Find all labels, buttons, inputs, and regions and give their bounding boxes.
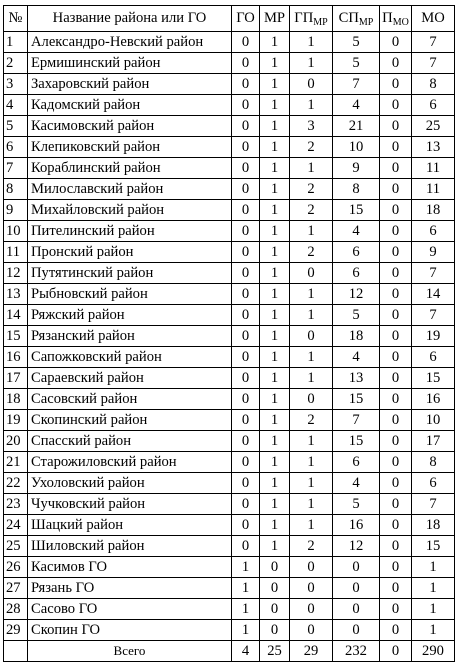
row-gp: 1 — [290, 494, 333, 515]
row-sp: 16 — [333, 515, 380, 536]
table-row — [4, 431, 455, 452]
row-sp: 5 — [333, 305, 380, 326]
row-go: 0 — [232, 515, 260, 536]
table-row — [4, 515, 455, 536]
row-go: 0 — [232, 53, 260, 74]
row-go: 0 — [232, 368, 260, 389]
header-mr: МР — [260, 6, 290, 32]
row-name: Скопин ГО — [28, 620, 232, 641]
row-num: 15 — [4, 326, 28, 347]
row-mr: 1 — [260, 200, 290, 221]
row-name: Рязанский район — [28, 326, 232, 347]
row-num: 12 — [4, 263, 28, 284]
row-mo: 1 — [412, 620, 455, 641]
row-num: 4 — [4, 95, 28, 116]
row-mr: 1 — [260, 53, 290, 74]
row-p: 0 — [380, 116, 412, 137]
table-row — [4, 557, 455, 578]
row-num: 3 — [4, 74, 28, 95]
row-name: Касимовский район — [28, 116, 232, 137]
header-p-sub: МО — [392, 17, 409, 28]
row-name: Кораблинский район — [28, 158, 232, 179]
row-go: 0 — [232, 410, 260, 431]
row-go: 0 — [232, 389, 260, 410]
row-sp: 0 — [333, 557, 380, 578]
row-name: Старожиловский район — [28, 452, 232, 473]
row-name: Пителинский район — [28, 221, 232, 242]
row-name: Захаровский район — [28, 74, 232, 95]
row-sp: 0 — [333, 620, 380, 641]
row-mo: 15 — [412, 368, 455, 389]
row-sp: 13 — [333, 368, 380, 389]
row-gp: 1 — [290, 347, 333, 368]
row-p: 0 — [380, 95, 412, 116]
row-sp: 5 — [333, 53, 380, 74]
row-name: Сасово ГО — [28, 599, 232, 620]
row-sp: 4 — [333, 473, 380, 494]
row-mr: 0 — [260, 578, 290, 599]
row-p: 0 — [380, 368, 412, 389]
total-p: 0 — [380, 641, 412, 662]
row-p: 0 — [380, 599, 412, 620]
row-mr: 1 — [260, 116, 290, 137]
row-go: 0 — [232, 116, 260, 137]
row-p: 0 — [380, 347, 412, 368]
header-mo: МО — [412, 6, 455, 32]
row-num: 23 — [4, 494, 28, 515]
table-row — [4, 368, 455, 389]
row-gp: 0 — [290, 263, 333, 284]
row-p: 0 — [380, 536, 412, 557]
row-go: 0 — [232, 473, 260, 494]
row-mr: 1 — [260, 95, 290, 116]
row-mo: 17 — [412, 431, 455, 452]
row-gp: 0 — [290, 74, 333, 95]
total-go: 4 — [232, 641, 260, 662]
row-sp: 8 — [333, 179, 380, 200]
row-sp: 7 — [333, 410, 380, 431]
row-go: 0 — [232, 326, 260, 347]
header-num: № — [4, 6, 28, 32]
header-sp-sub: МР — [358, 17, 374, 28]
row-mo: 6 — [412, 95, 455, 116]
row-sp: 4 — [333, 95, 380, 116]
table-row — [4, 347, 455, 368]
row-gp: 1 — [290, 473, 333, 494]
row-gp: 2 — [290, 179, 333, 200]
row-sp: 15 — [333, 431, 380, 452]
row-p: 0 — [380, 305, 412, 326]
row-gp: 1 — [290, 221, 333, 242]
row-mo: 7 — [412, 32, 455, 53]
row-num: 9 — [4, 200, 28, 221]
row-sp: 10 — [333, 137, 380, 158]
row-name: Рязань ГО — [28, 578, 232, 599]
row-num: 17 — [4, 368, 28, 389]
row-go: 0 — [232, 74, 260, 95]
row-num: 21 — [4, 452, 28, 473]
row-name: Александро-Невский район — [28, 32, 232, 53]
row-mo: 1 — [412, 599, 455, 620]
row-name: Ряжский район — [28, 305, 232, 326]
row-mr: 0 — [260, 599, 290, 620]
header-row — [4, 6, 455, 32]
row-sp: 4 — [333, 347, 380, 368]
row-p: 0 — [380, 389, 412, 410]
row-go: 0 — [232, 221, 260, 242]
row-go: 0 — [232, 32, 260, 53]
row-mr: 1 — [260, 221, 290, 242]
row-mr: 1 — [260, 410, 290, 431]
row-gp: 1 — [290, 32, 333, 53]
row-sp: 4 — [333, 221, 380, 242]
row-sp: 0 — [333, 599, 380, 620]
row-num: 19 — [4, 410, 28, 431]
row-num: 29 — [4, 620, 28, 641]
municipalities-table — [3, 5, 455, 662]
row-mo: 6 — [412, 221, 455, 242]
row-num: 7 — [4, 158, 28, 179]
row-num: 1 — [4, 32, 28, 53]
row-mr: 1 — [260, 494, 290, 515]
row-go: 0 — [232, 536, 260, 557]
row-go: 1 — [232, 620, 260, 641]
row-p: 0 — [380, 32, 412, 53]
table-row — [4, 158, 455, 179]
row-p: 0 — [380, 557, 412, 578]
row-name: Сараевский район — [28, 368, 232, 389]
row-gp: 1 — [290, 305, 333, 326]
row-gp: 1 — [290, 284, 333, 305]
row-go: 0 — [232, 137, 260, 158]
total-mo: 290 — [412, 641, 455, 662]
row-gp: 0 — [290, 620, 333, 641]
row-num: 24 — [4, 515, 28, 536]
row-go: 0 — [232, 200, 260, 221]
row-sp: 15 — [333, 200, 380, 221]
row-gp: 1 — [290, 368, 333, 389]
row-mo: 14 — [412, 284, 455, 305]
table-row — [4, 536, 455, 557]
row-mo: 18 — [412, 200, 455, 221]
row-sp: 6 — [333, 263, 380, 284]
row-mo: 7 — [412, 494, 455, 515]
row-mr: 1 — [260, 347, 290, 368]
row-gp: 0 — [290, 557, 333, 578]
row-p: 0 — [380, 431, 412, 452]
row-sp: 15 — [333, 389, 380, 410]
row-go: 0 — [232, 431, 260, 452]
row-mo: 7 — [412, 263, 455, 284]
row-mr: 1 — [260, 389, 290, 410]
row-go: 0 — [232, 242, 260, 263]
row-mr: 1 — [260, 179, 290, 200]
row-p: 0 — [380, 158, 412, 179]
header-gp — [290, 6, 333, 32]
total-num — [4, 641, 28, 662]
table-row — [4, 326, 455, 347]
row-p: 0 — [380, 473, 412, 494]
row-sp: 6 — [333, 452, 380, 473]
row-num: 5 — [4, 116, 28, 137]
row-sp: 5 — [333, 494, 380, 515]
row-sp: 9 — [333, 158, 380, 179]
row-mo: 19 — [412, 326, 455, 347]
row-gp: 0 — [290, 326, 333, 347]
row-num: 8 — [4, 179, 28, 200]
row-mr: 1 — [260, 431, 290, 452]
row-p: 0 — [380, 53, 412, 74]
row-mo: 7 — [412, 53, 455, 74]
header-p-main: П — [382, 10, 393, 26]
row-p: 0 — [380, 410, 412, 431]
row-mo: 10 — [412, 410, 455, 431]
row-p: 0 — [380, 452, 412, 473]
table-row — [4, 578, 455, 599]
table-row — [4, 599, 455, 620]
row-gp: 1 — [290, 452, 333, 473]
row-num: 25 — [4, 536, 28, 557]
row-mr: 1 — [260, 305, 290, 326]
row-p: 0 — [380, 515, 412, 536]
row-mo: 8 — [412, 452, 455, 473]
table-row — [4, 221, 455, 242]
total-row — [4, 641, 455, 662]
row-go: 0 — [232, 158, 260, 179]
row-p: 0 — [380, 74, 412, 95]
row-sp: 12 — [333, 536, 380, 557]
row-mr: 1 — [260, 137, 290, 158]
table-row — [4, 32, 455, 53]
row-p: 0 — [380, 242, 412, 263]
row-num: 27 — [4, 578, 28, 599]
row-gp: 2 — [290, 200, 333, 221]
row-mr: 1 — [260, 242, 290, 263]
row-name: Сасовский район — [28, 389, 232, 410]
row-gp: 1 — [290, 53, 333, 74]
row-go: 1 — [232, 578, 260, 599]
row-mr: 0 — [260, 620, 290, 641]
row-p: 0 — [380, 620, 412, 641]
row-sp: 6 — [333, 242, 380, 263]
total-mr: 25 — [260, 641, 290, 662]
table-row — [4, 137, 455, 158]
row-mr: 1 — [260, 263, 290, 284]
row-name: Кадомский район — [28, 95, 232, 116]
row-gp: 0 — [290, 389, 333, 410]
row-num: 20 — [4, 431, 28, 452]
row-name: Клепиковский район — [28, 137, 232, 158]
row-mo: 7 — [412, 305, 455, 326]
row-mo: 15 — [412, 536, 455, 557]
row-mo: 16 — [412, 389, 455, 410]
row-sp: 21 — [333, 116, 380, 137]
row-go: 1 — [232, 557, 260, 578]
row-mr: 1 — [260, 158, 290, 179]
row-name: Михайловский район — [28, 200, 232, 221]
row-mr: 0 — [260, 557, 290, 578]
row-mr: 1 — [260, 515, 290, 536]
row-gp: 1 — [290, 431, 333, 452]
row-num: 26 — [4, 557, 28, 578]
row-p: 0 — [380, 179, 412, 200]
row-num: 28 — [4, 599, 28, 620]
row-gp: 1 — [290, 158, 333, 179]
row-go: 0 — [232, 263, 260, 284]
header-name: Название района или ГО — [28, 6, 232, 32]
row-mo: 18 — [412, 515, 455, 536]
row-p: 0 — [380, 284, 412, 305]
header-gp-main: ГП — [294, 10, 314, 26]
row-mr: 1 — [260, 32, 290, 53]
row-gp: 2 — [290, 536, 333, 557]
header-p — [380, 6, 412, 32]
row-mr: 1 — [260, 452, 290, 473]
row-gp: 1 — [290, 515, 333, 536]
row-name: Спасский район — [28, 431, 232, 452]
table-row — [4, 620, 455, 641]
header-gp-sub: МР — [313, 17, 328, 28]
row-num: 18 — [4, 389, 28, 410]
row-sp: 5 — [333, 32, 380, 53]
table-row — [4, 452, 455, 473]
row-name: Ухоловский район — [28, 473, 232, 494]
table-row — [4, 494, 455, 515]
row-name: Шиловский район — [28, 536, 232, 557]
header-go: ГО — [232, 6, 260, 32]
row-go: 0 — [232, 347, 260, 368]
row-gp: 2 — [290, 242, 333, 263]
row-mr: 1 — [260, 368, 290, 389]
row-num: 11 — [4, 242, 28, 263]
total-label: Всего — [28, 641, 232, 662]
row-mo: 1 — [412, 557, 455, 578]
row-name: Ермишинский район — [28, 53, 232, 74]
row-name: Чучковский район — [28, 494, 232, 515]
table-row — [4, 473, 455, 494]
row-sp: 18 — [333, 326, 380, 347]
table-row — [4, 263, 455, 284]
row-mo: 6 — [412, 347, 455, 368]
row-gp: 1 — [290, 95, 333, 116]
row-p: 0 — [380, 263, 412, 284]
row-go: 1 — [232, 599, 260, 620]
row-num: 6 — [4, 137, 28, 158]
row-gp: 0 — [290, 599, 333, 620]
table-row — [4, 116, 455, 137]
row-num: 10 — [4, 221, 28, 242]
row-go: 0 — [232, 305, 260, 326]
row-name: Путятинский район — [28, 263, 232, 284]
table-row — [4, 305, 455, 326]
row-num: 14 — [4, 305, 28, 326]
table-row — [4, 389, 455, 410]
table-row — [4, 53, 455, 74]
row-go: 0 — [232, 494, 260, 515]
row-mr: 1 — [260, 284, 290, 305]
row-name: Шацкий район — [28, 515, 232, 536]
table-row — [4, 284, 455, 305]
table-row — [4, 95, 455, 116]
row-p: 0 — [380, 137, 412, 158]
row-gp: 2 — [290, 410, 333, 431]
row-name: Сапожковский район — [28, 347, 232, 368]
row-mo: 9 — [412, 242, 455, 263]
row-gp: 2 — [290, 137, 333, 158]
row-num: 16 — [4, 347, 28, 368]
row-p: 0 — [380, 326, 412, 347]
row-p: 0 — [380, 494, 412, 515]
row-name: Пронский район — [28, 242, 232, 263]
row-name: Скопинский район — [28, 410, 232, 431]
row-name: Милославский район — [28, 179, 232, 200]
row-gp: 0 — [290, 578, 333, 599]
total-gp: 29 — [290, 641, 333, 662]
header-sp-main: СП — [338, 10, 359, 26]
row-sp: 0 — [333, 578, 380, 599]
row-p: 0 — [380, 578, 412, 599]
row-mo: 6 — [412, 473, 455, 494]
table-row — [4, 179, 455, 200]
row-name: Рыбновский район — [28, 284, 232, 305]
row-num: 22 — [4, 473, 28, 494]
table-row — [4, 74, 455, 95]
row-sp: 7 — [333, 74, 380, 95]
header-sp — [333, 6, 380, 32]
row-p: 0 — [380, 221, 412, 242]
row-mr: 1 — [260, 473, 290, 494]
table-row — [4, 242, 455, 263]
row-mo: 1 — [412, 578, 455, 599]
row-mo: 25 — [412, 116, 455, 137]
row-go: 0 — [232, 179, 260, 200]
row-mr: 1 — [260, 536, 290, 557]
row-mo: 11 — [412, 179, 455, 200]
row-go: 0 — [232, 95, 260, 116]
row-num: 13 — [4, 284, 28, 305]
row-p: 0 — [380, 200, 412, 221]
row-mo: 8 — [412, 74, 455, 95]
total-sp: 232 — [333, 641, 380, 662]
row-go: 0 — [232, 452, 260, 473]
row-gp: 3 — [290, 116, 333, 137]
row-mo: 13 — [412, 137, 455, 158]
row-mr: 1 — [260, 74, 290, 95]
row-mr: 1 — [260, 326, 290, 347]
row-mo: 11 — [412, 158, 455, 179]
table-row — [4, 410, 455, 431]
table-row — [4, 200, 455, 221]
row-num: 2 — [4, 53, 28, 74]
row-go: 0 — [232, 284, 260, 305]
row-sp: 12 — [333, 284, 380, 305]
row-name: Касимов ГО — [28, 557, 232, 578]
